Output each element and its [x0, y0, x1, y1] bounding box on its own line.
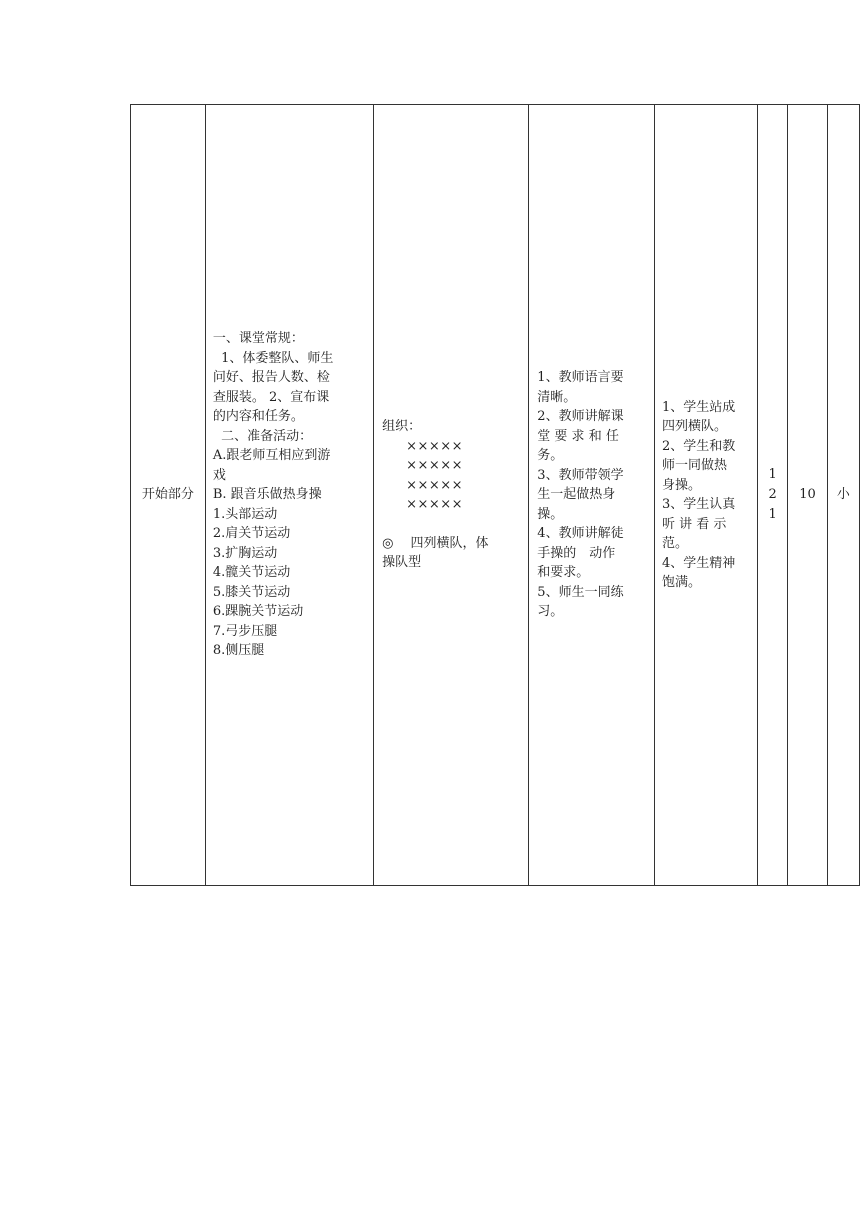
content-line: 1.头部运动 — [212, 506, 278, 522]
teacher-line: 2、教师讲解课 — [537, 409, 624, 425]
content-line: 6.踝腕关节运动 — [212, 604, 304, 620]
organization-label: 组织： — [382, 419, 422, 435]
content-line: 二、准备活动： — [212, 428, 313, 444]
intensity-cell — [827, 105, 859, 886]
student-line: 师一同做热 — [662, 458, 728, 473]
formation-row: ××××× — [406, 497, 464, 513]
teacher-line: 习。 — [537, 604, 564, 620]
content-line: 1、体委整队、师生 — [212, 350, 334, 366]
count-digit: 2 — [768, 487, 777, 502]
student-line: 1、学生站成 — [662, 399, 736, 415]
content-line: A.跟老师互相应到游 — [212, 448, 331, 464]
content-line: 7.弓步压腿 — [212, 623, 278, 639]
time-value: 10 — [799, 487, 816, 503]
content-line: 一、课堂常规： — [212, 331, 304, 347]
teacher-line: 操。 — [537, 506, 564, 522]
teacher-line: 务。 — [537, 448, 564, 464]
spacer — [382, 515, 522, 534]
content-line: 3.扩胸运动 — [212, 545, 278, 561]
student-line: 四列横队。 — [662, 419, 728, 434]
content-cell — [205, 105, 373, 886]
count-digit: 1 — [768, 507, 777, 522]
formation-note: 操队型 — [382, 555, 422, 571]
student-line: 范。 — [662, 536, 689, 551]
table-row — [131, 105, 860, 886]
count-cell — [758, 105, 788, 886]
content-line: 4.髋关节运动 — [212, 565, 291, 581]
formation-row: ××××× — [406, 438, 464, 454]
content-line: 2.肩关节运动 — [212, 526, 291, 542]
teacher-line: 手操的 动作 — [537, 545, 616, 561]
section-cell — [131, 105, 206, 886]
student-line: 身操。 — [662, 477, 702, 493]
student-line: 4、学生精神 — [662, 555, 736, 571]
student-line: 饱满。 — [662, 575, 702, 590]
content-line: B. 跟音乐做热身操 — [212, 487, 322, 503]
teacher-activity-cell — [529, 105, 655, 886]
intensity-value: 小 — [836, 487, 850, 503]
content-line: 查服装。 2、宣布课 — [212, 389, 330, 405]
content-line: 的内容和任务。 — [212, 409, 304, 425]
student-line: 听 讲 看 示 — [662, 516, 727, 532]
formation-row: ××××× — [406, 477, 464, 493]
lesson-plan-table — [130, 104, 860, 886]
organization-cell — [374, 105, 529, 886]
teacher-line: 清晰。 — [537, 389, 577, 405]
student-activity-cell — [655, 105, 758, 886]
teacher-line: 和要求。 — [537, 565, 590, 581]
time-cell — [788, 105, 828, 886]
teacher-line: 5、师生一同练 — [537, 584, 624, 600]
teacher-line: 4、教师讲解徒 — [537, 526, 624, 542]
content-line: 5.膝关节运动 — [212, 584, 291, 600]
teacher-line: 生一起做热身 — [537, 487, 616, 503]
content-line: 8.侧压腿 — [212, 643, 265, 659]
teacher-line: 3、教师带领学 — [537, 467, 624, 483]
student-line: 3、学生认真 — [662, 497, 736, 512]
teacher-line: 1、教师语言要 — [537, 370, 624, 386]
section-label: 开始部分 — [141, 487, 194, 503]
formation-note: ◎ 四列横队，体 — [382, 535, 489, 551]
teacher-line: 堂 要 求 和 任 — [537, 428, 619, 444]
content-line: 问好、报告人数、检 — [212, 370, 330, 386]
student-line: 2、学生和教 — [662, 438, 736, 454]
count-digit: 1 — [768, 467, 777, 482]
formation-row: ××××× — [406, 458, 464, 474]
content-line: 戏 — [212, 467, 226, 483]
